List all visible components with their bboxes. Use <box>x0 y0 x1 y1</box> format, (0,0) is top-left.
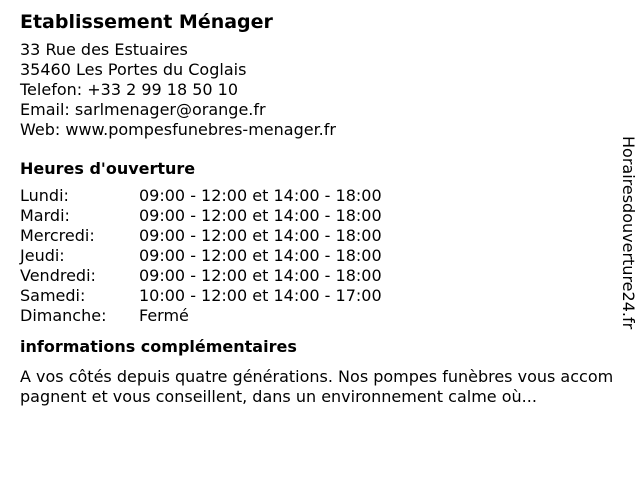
hours-row <box>20 246 615 266</box>
hours-row <box>20 286 615 306</box>
info-heading: informations complémentaires <box>20 337 297 356</box>
hours-day: Lundi: <box>20 186 69 205</box>
contact-block <box>20 40 615 140</box>
business-name: Etablissement Ménager <box>20 11 273 33</box>
hours-time: 09:00 - 12:00 et 14:00 - 18:00 <box>139 246 382 265</box>
hours-time: 09:00 - 12:00 et 14:00 - 18:00 <box>139 226 382 245</box>
hours-table <box>20 186 615 326</box>
business-card <box>20 8 615 407</box>
hours-row <box>20 226 615 246</box>
hours-time: 09:00 - 12:00 et 14:00 - 18:00 <box>139 266 382 285</box>
address-city: 35460 Les Portes du Coglais <box>20 60 247 79</box>
hours-time: Fermé <box>139 306 189 325</box>
hours-row <box>20 186 615 206</box>
hours-heading: Heures d'ouverture <box>20 159 196 178</box>
hours-time: 09:00 - 12:00 et 14:00 - 18:00 <box>139 186 382 205</box>
phone-text: Telefon: +33 2 99 18 50 10 <box>20 80 239 99</box>
hours-day: Mardi: <box>20 206 70 225</box>
hours-day: Dimanche: <box>20 306 107 325</box>
address-street: 33 Rue des Estuaires <box>20 40 188 59</box>
hours-day: Jeudi: <box>20 246 65 265</box>
info-description: A vos côtés depuis quatre générations. Nos pompes funèbres vous accompagnent et vous conseillent, dans un environnement calme où... <box>20 367 614 406</box>
email-text: Email: sarlmenager@orange.fr <box>20 100 266 119</box>
hours-row <box>20 206 615 226</box>
website-text: Web: www.pompesfunebres-menager.fr <box>20 120 336 139</box>
hours-row <box>20 266 615 286</box>
hours-row <box>20 306 615 326</box>
hours-day: Mercredi: <box>20 226 95 245</box>
hours-time: 10:00 - 12:00 et 14:00 - 17:00 <box>139 286 382 305</box>
hours-time: 09:00 - 12:00 et 14:00 - 18:00 <box>139 206 382 225</box>
hours-day: Samedi: <box>20 286 86 305</box>
hours-day: Vendredi: <box>20 266 96 285</box>
site-watermark: Horairesdouverture24.fr <box>619 136 638 330</box>
